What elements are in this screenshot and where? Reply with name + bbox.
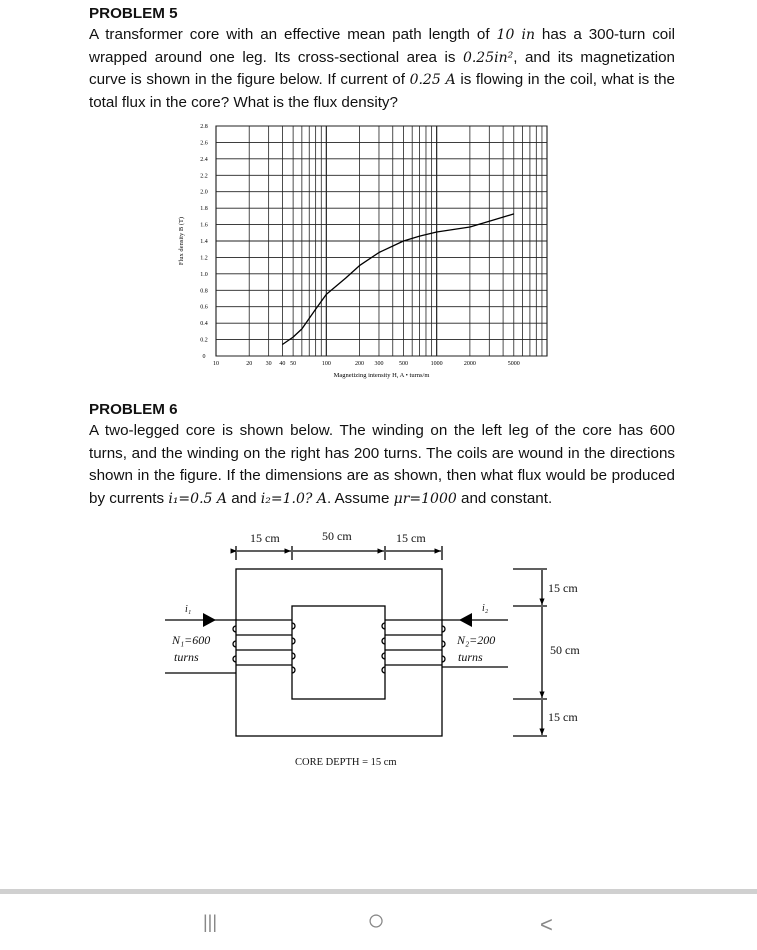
back-button[interactable]: < — [540, 912, 553, 937]
i1-label: i₁ — [185, 604, 192, 615]
dim-top: 15 cm — [548, 581, 578, 595]
magnetization-curve — [282, 214, 513, 345]
n2-label: N₂=200 — [457, 633, 496, 647]
x-axis-label: Magnetizing intensity H, A • turns/m — [333, 372, 430, 379]
x-tick-label: 20 — [246, 361, 253, 367]
x-tick-label: 200 — [355, 361, 365, 367]
core-window — [292, 606, 385, 699]
x-tick-label: 1000 — [430, 361, 443, 367]
x-tick-label: 10 — [213, 361, 219, 367]
dim-left: 15 cm — [250, 531, 280, 545]
y-tick-label: 1.6 — [200, 222, 208, 229]
x-tick-label: 50 — [290, 361, 297, 367]
home-button[interactable]: ○ — [367, 904, 386, 937]
y-tick-label: 2.0 — [200, 189, 208, 196]
y-tick-label: 1.0 — [200, 271, 208, 278]
y-tick-label: 1.8 — [200, 206, 208, 213]
x-tick-label: 40 — [279, 361, 286, 367]
y-tick-label: 0.4 — [200, 321, 208, 328]
i2-label: i₂ — [482, 603, 489, 614]
problem5-text: A transformer core with an effective mean path length of 10 in has a 300-turn coil wrapped around one leg. Its cross-sectional area is 0.25in², and its magnetization curve is shown in the figure below. If current of 0.25 A is flowing in the coil, what is the total flux in the core? What is the flux density? — [89, 26, 675, 111]
y-tick-label: 2.6 — [200, 140, 208, 147]
core-outer — [236, 569, 442, 736]
dim-vmid: 50 cm — [550, 643, 580, 657]
x-tick-label: 30 — [265, 361, 272, 367]
y-tick-label: 0.2 — [200, 337, 208, 344]
n2-unit: turns — [458, 650, 483, 664]
n1-label: N₁=600 — [172, 633, 211, 647]
dim-bottom: 15 cm — [548, 710, 578, 724]
y-tick-label: 1.4 — [200, 239, 208, 245]
y-tick-label: 0.6 — [200, 304, 208, 311]
y-tick-label: 0.8 — [200, 288, 208, 295]
y-tick-label: 2.4 — [200, 156, 208, 163]
n1-unit: turns — [174, 650, 199, 664]
core-diagram — [0, 522, 757, 782]
x-tick-label: 5000 — [507, 361, 520, 367]
y-tick-label: 2.8 — [200, 124, 208, 130]
y-tick-label: 2.2 — [200, 173, 208, 180]
y-axis-label: Flux density B (T) — [178, 216, 185, 266]
dim-mid: 50 cm — [322, 529, 352, 543]
x-tick-label: 2000 — [463, 361, 476, 367]
problem5-title: PROBLEM 5 — [89, 5, 178, 22]
x-tick-label: 500 — [398, 361, 408, 367]
magnetization-chart — [0, 114, 757, 386]
problem6-text: A two-legged core is shown below. The winding on the left leg of the core has 600 turns, and the winding on the right has 200 turns. The coils are wound in the directions shown in the figure. If the dimensions are as shown, then what flux would be produced by currents i₁=0.5 A and i₂=1.0? A. Assume μr=1000 and constant. — [89, 422, 675, 507]
dim-right: 15 cm — [396, 531, 426, 545]
android-nav-bar — [0, 889, 757, 950]
current-arrow-i2 — [459, 613, 472, 627]
x-tick-label: 300 — [374, 361, 384, 367]
recent-apps-button[interactable]: ||| — [203, 912, 218, 932]
problem6-title: PROBLEM 6 — [89, 401, 178, 418]
x-tick-label: 100 — [321, 361, 331, 367]
document-content — [0, 4, 757, 782]
current-arrow-i1 — [203, 613, 216, 627]
y-tick-label: 0 — [202, 354, 206, 360]
core-depth: CORE DEPTH = 15 cm — [295, 757, 397, 768]
y-tick-label: 1.2 — [200, 255, 208, 262]
